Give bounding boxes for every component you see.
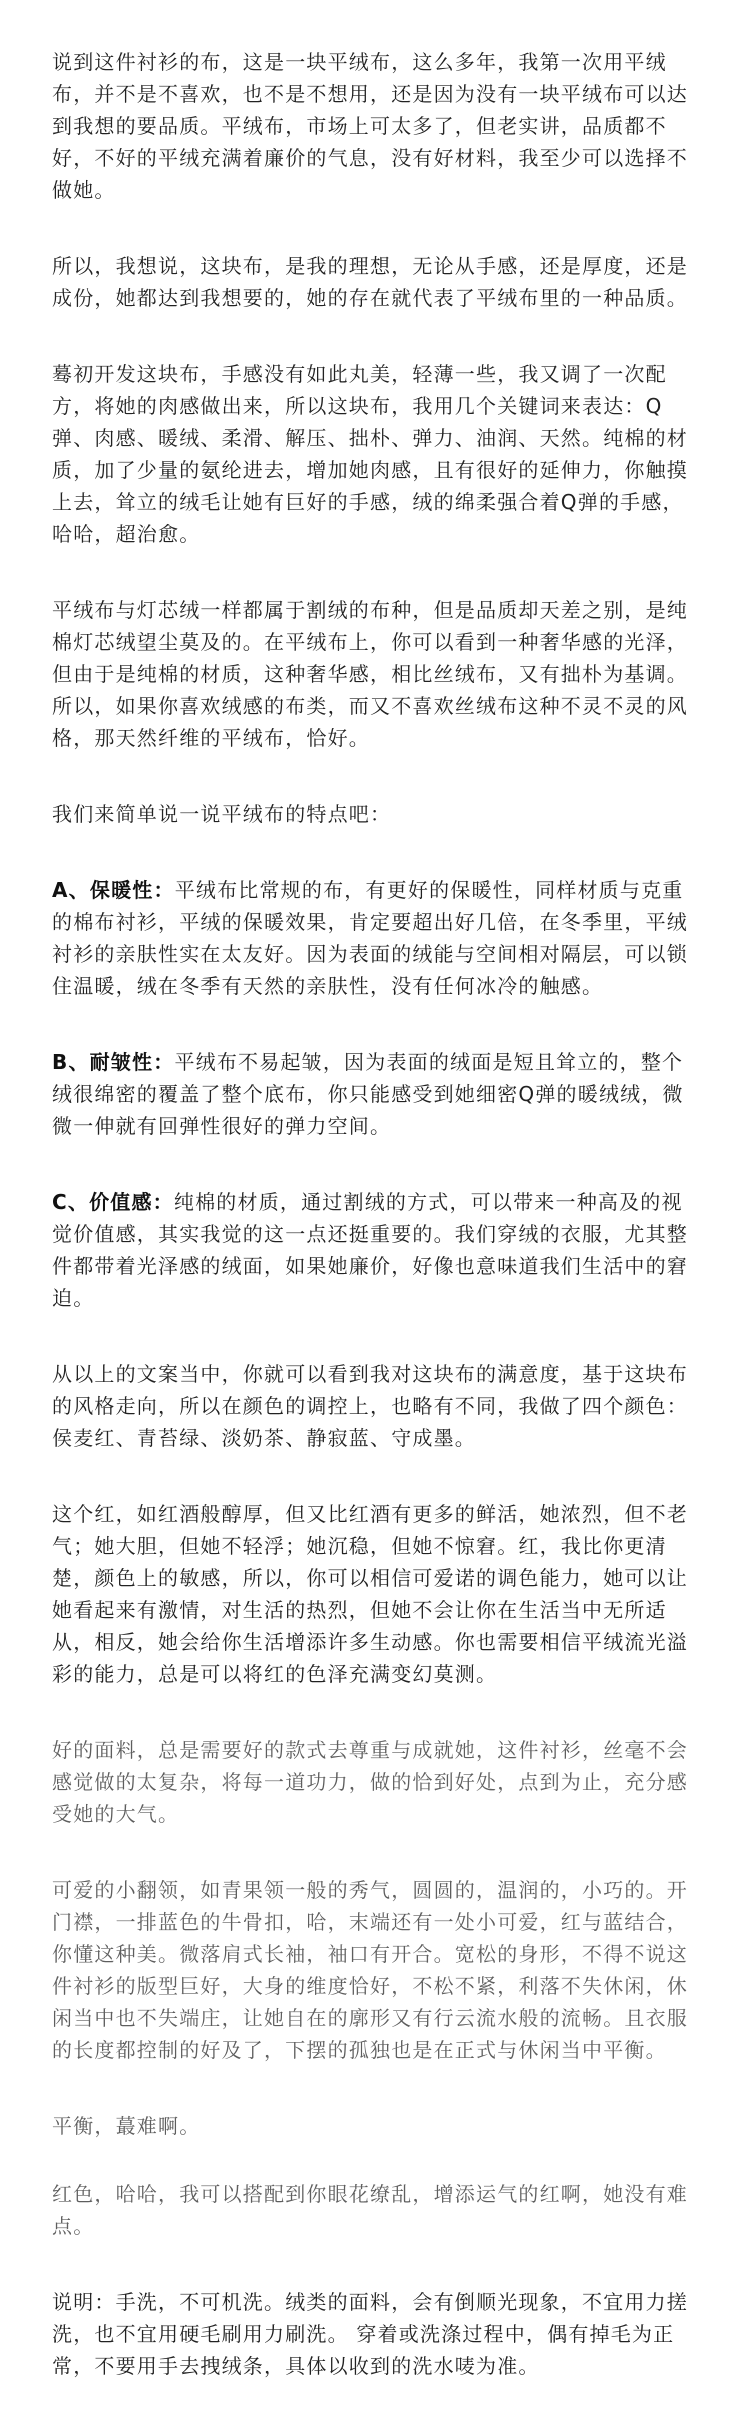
paragraph-value xyxy=(52,1186,702,1314)
feature-text-wrinkle: 平绒布不易起皱，因为表面的绒面是短且耸立的，整个绒很绵密的覆盖了整个底布，你只能感受到她细密Q弹的暖绒绒，微微一伸就有回弹性很好的弹力空间。 xyxy=(52,1050,684,1138)
paragraph-warmth xyxy=(52,874,702,1002)
paragraph-red-matching: 红色，哈哈，我可以搭配到你眼花缭乱，增添运气的红啊，她没有难点。 xyxy=(52,2182,688,2238)
paragraph-red: 这个红，如红酒般醇厚，但又比红酒有更多的鲜活，她浓烈，但不老气；她大胆，但她不轻浮；她沉稳，但她不惊窘。红，我比你更清楚，颜色上的敏感，所以，你可以相信可爱诺的调色能力，她可以让她看起来有激情，对生活的热烈，但她不会让你在生活当中无所适从，相反，她会给你生活增添许多生动感。你也需要相信平绒流光溢彩的能力，总是可以将红的色泽充满变幻莫测。 xyxy=(52,1502,688,1686)
paragraph-features-intro: 我们来简单说一说平绒布的特点吧： xyxy=(52,802,392,826)
feature-text-value: 纯棉的材质，通过割绒的方式，可以带来一种高及的视觉价值感，其实我觉的这一点还挺重要的。我们穿绒的衣服，尤其整件都带着光泽感的绒面，如果她廉价，好像也意味道我们生活中的窘迫。 xyxy=(52,1190,688,1310)
paragraph-colors: 从以上的文案当中，你就可以看到我对这块布的满意度，基于这块布的风格走向，所以在颜色的调控上，也略有不同，我做了四个颜色：侯麦红、青苔绿、淡奶茶、静寂蓝、守成墨。 xyxy=(52,1362,688,1450)
paragraph-intro: 说到这件衬衫的布，这是一块平绒布，这么多年，我第一次用平绒布，并不是不喜欢，也不是不想用，还是因为没有一块平绒布可以达到我想的要品质。平绒布，市场上可太多了，但老实讲，品质都不好，不好的平绒充满着廉价的气息，没有好材料，我至少可以选择不做她。 xyxy=(52,50,688,202)
paragraph-care-instructions: 说明：手洗，不可机洗。绒类的面料，会有倒顺光现象，不宜用力搓洗，也不宜用硬毛刷用力刷洗。 穿着或洗涤过程中，偶有掉毛为正常，不要用手去拽绒条，具体以收到的洗水唛为准。 xyxy=(52,2290,688,2378)
feature-term-wrinkle: B、耐皱性： xyxy=(52,1050,175,1074)
paragraph-style: 好的面料，总是需要好的款式去尊重与成就她，这件衬衫，丝毫不会感觉做的太复杂，将每一道功力，做的恰到好处，点到为止，充分感受她的大气。 xyxy=(52,1738,688,1826)
feature-term-value: C、价值感： xyxy=(52,1190,174,1214)
paragraph-design-details: 可爱的小翻领，如青果领一般的秀气，圆圆的，温润的，小巧的。开门襟，一排蓝色的牛骨扣，哈，末端还有一处小可爱，红与蓝结合，你懂这种美。微落肩式长袖，袖口有开合。宽松的身形，不得不说这件衬衫的版型巨好，大身的维度恰好，不松不紧，利落不失休闲，休闲当中也不失端庄，让她自在的廓形又有行云流水般的流畅。且衣服的长度都控制的好及了，下摆的孤独也是在正式与休闲当中平衡。 xyxy=(52,1878,688,2062)
feature-text-warmth: 平绒布比常规的布，有更好的保暖性，同样材质与克重的棉布衬衫，平绒的保暖效果，肯定要超出好几倍，在冬季里，平绒衬衫的亲肤性实在太友好。因为表面的绒能与空间相对隔层，可以锁住温暖，绒在冬季有天然的亲肤性，没有任何冰冷的触感。 xyxy=(52,878,688,998)
paragraph-development: 蓦初开发这块布，手感没有如此丸美，轻薄一些，我又调了一次配方，将她的肉感做出来，所以这块布，我用几个关键词来表达：Q弹、肉感、暖绒、柔滑、解压、拙朴、弹力、油润、天然。纯棉的材质，加了少量的氨纶进去，增加她肉感，且有很好的延伸力，你触摸上去，耸立的绒毛让她有巨好的手感，绒的绵柔强合着Q弹的手感，哈哈，超治愈。 xyxy=(52,362,688,546)
paragraph-balance: 平衡，蕞难啊。 xyxy=(52,2114,201,2138)
paragraph-wrinkle xyxy=(52,1046,702,1142)
paragraph-ideal: 所以，我想说，这块布，是我的理想，无论从手感，还是厚度，还是成份，她都达到我想要的，她的存在就代表了平绒布里的一种品质。 xyxy=(52,254,688,310)
paragraph-comparison: 平绒布与灯芯绒一样都属于割绒的布种，但是品质却天差之别，是纯棉灯芯绒望尘莫及的。在平绒布上，你可以看到一种奢华感的光泽，但由于是纯棉的材质，这种奢华感，相比丝绒布，又有拙朴为基调。所以，如果你喜欢绒感的布类，而又不喜欢丝绒布这种不灵不灵的风格，那天然纤维的平绒布，恰好。 xyxy=(52,598,688,750)
article-body xyxy=(52,46,702,2426)
feature-term-warmth: A、保暖性： xyxy=(52,878,175,902)
